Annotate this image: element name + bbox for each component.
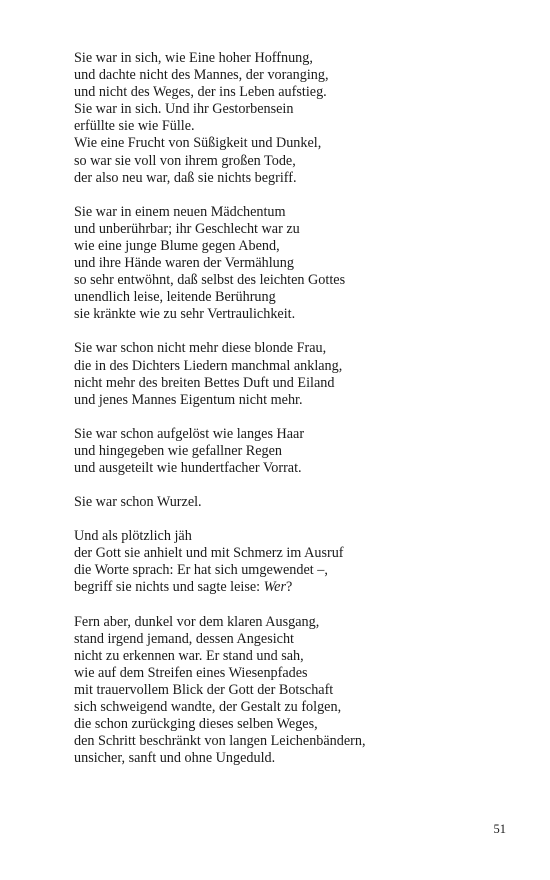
- poem-line: so war sie voll von ihrem großen Tode,: [74, 152, 296, 169]
- line-punctuation: ?: [286, 579, 293, 596]
- poem-line: nicht zu erkennen war. Er stand und sah,: [74, 647, 304, 664]
- poem-line: stand irgend jemand, dessen Angesicht: [74, 630, 294, 647]
- poem-line: Wie eine Frucht von Süßigkeit und Dunkel,: [74, 135, 322, 152]
- poem-line: unendlich leise, leitende Berührung: [74, 289, 276, 306]
- line-text: begriff sie nichts und sagte leise:: [74, 579, 264, 596]
- poem-line: Sie war schon aufgelöst wie langes Haar: [74, 425, 305, 442]
- poem-line: so sehr entwöhnt, daß selbst des leichten Gottes: [74, 272, 346, 289]
- poem-line-with-italic: [74, 579, 514, 596]
- poem-line: der also neu war, daß sie nichts begriff.: [74, 169, 297, 186]
- poem-line: und unberührbar; ihr Geschlecht war zu: [74, 220, 300, 237]
- poem-line: die schon zurückging dieses selben Weges,: [74, 716, 318, 733]
- poem-line: und ausgeteilt wie hundertfacher Vorrat.: [74, 459, 302, 476]
- poem-line: wie auf dem Streifen eines Wiesenpfades: [74, 664, 308, 681]
- poem-line: nicht mehr des breiten Bettes Duft und Eiland: [74, 374, 335, 391]
- poem-line: Sie war in sich, wie Eine hoher Hoffnung,: [74, 50, 313, 66]
- poem-line: Sie war in einem neuen Mädchentum: [74, 203, 286, 220]
- stanza-7: [74, 614, 514, 768]
- poem-line: Und als plötzlich jäh: [74, 528, 192, 545]
- page-number: 51: [493, 822, 506, 836]
- poem-line: Sie war schon nicht mehr diese blonde Frau,: [74, 340, 327, 357]
- poem-line: und nicht des Weges, der ins Leben aufstieg.: [74, 84, 327, 101]
- poem-line: den Schritt beschränkt von langen Leichenbändern,: [74, 733, 366, 750]
- poem-line: unsicher, sanft und ohne Ungeduld.: [74, 750, 276, 767]
- poem-line: sie kränkte wie zu sehr Vertraulichkeit.: [74, 306, 296, 323]
- poem-line: die in des Dichters Liedern manchmal anklang,: [74, 357, 343, 374]
- italic-word: Wer: [263, 579, 286, 596]
- poem-line: der Gott sie anhielt und mit Schmerz im Ausruf: [74, 545, 344, 562]
- poem-line: Sie war schon Wurzel.: [74, 494, 202, 511]
- poem-line: und ihre Hände waren der Vermählung: [74, 255, 294, 272]
- stanza-6: [74, 528, 514, 596]
- stanza-4: [74, 426, 514, 477]
- stanza-5: [74, 494, 514, 511]
- poem-line: die Worte sprach: Er hat sich umgewendet –,: [74, 562, 328, 579]
- stanza-2: [74, 204, 514, 324]
- poem-line: sich schweigend wandte, der Gestalt zu folgen,: [74, 699, 342, 715]
- stanza-3: [74, 340, 514, 408]
- poem-line: mit trauervollem Blick der Gott der Botschaft: [74, 681, 334, 698]
- poem-line: wie eine junge Blume gegen Abend,: [74, 237, 280, 254]
- poem-line: und hingegeben wie gefallner Regen: [74, 442, 283, 459]
- poem-line: und jenes Mannes Eigentum nicht mehr.: [74, 391, 303, 408]
- poem-line: Sie war in sich. Und ihr Gestorbensein: [74, 101, 294, 118]
- stanza-1: [74, 50, 514, 187]
- poem-line: und dachte nicht des Mannes, der voranging,: [74, 67, 329, 84]
- poem-text: [74, 50, 514, 784]
- poem-line: erfüllte sie wie Fülle.: [74, 118, 195, 135]
- poem-line: Fern aber, dunkel vor dem klaren Ausgang,: [74, 613, 320, 630]
